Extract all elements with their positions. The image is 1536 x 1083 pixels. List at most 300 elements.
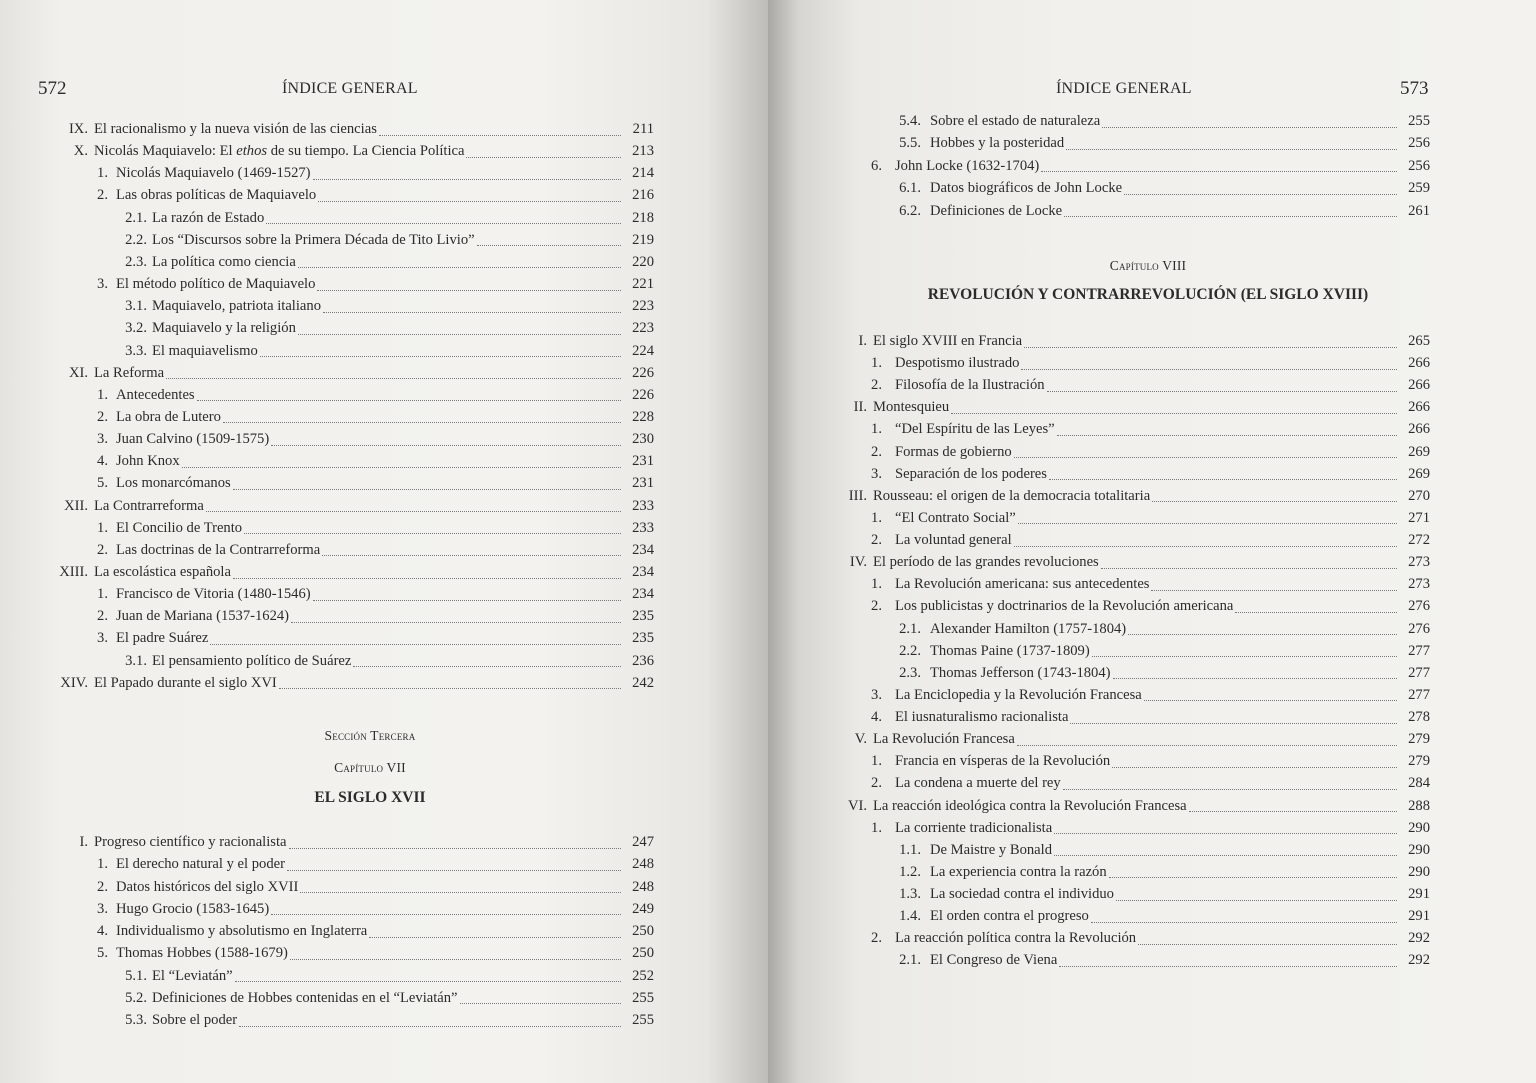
dot-leader [244, 519, 621, 534]
toc-entry [899, 177, 1430, 199]
toc-entry-title: Hugo Grocio (1583-1645) [116, 900, 270, 917]
toc-entry-page: 272 [1408, 532, 1430, 549]
toc-entry-title: Francia en vísperas de la Revolución [895, 753, 1111, 770]
toc-entry-number: 3. [871, 686, 882, 703]
toc-entry-title: Juan Calvino (1509-1575) [116, 431, 270, 448]
toc-entry-number: 1.2. [899, 863, 921, 880]
toc-entry [125, 251, 654, 273]
page-number: 572 [38, 78, 67, 99]
dot-leader [233, 475, 621, 490]
toc-entry-number: 1.1. [899, 841, 921, 858]
dot-leader [298, 253, 621, 268]
toc-entry-title: La corriente tradicionalista [895, 819, 1053, 836]
toc-entry [871, 750, 1430, 772]
toc-entry [871, 507, 1430, 529]
toc-entry-title: Las doctrinas de la Contrarreforma [116, 541, 321, 558]
toc-entry-page: 291 [1408, 908, 1430, 925]
toc-entry [97, 876, 654, 898]
toc-entry [125, 295, 654, 317]
toc-entry-title: La Revolución americana: sus antecedentes [895, 576, 1150, 593]
toc-entry-number: XI. [68, 364, 88, 381]
dot-leader [1112, 753, 1397, 768]
dot-leader [210, 630, 621, 645]
toc-entry-page: 277 [1408, 686, 1430, 703]
toc-entry-number: XIII. [59, 564, 88, 580]
dot-leader [1047, 377, 1397, 392]
toc-entry [899, 662, 1430, 684]
dot-leader [318, 187, 621, 202]
dot-leader [369, 923, 621, 938]
toc-entry-page: 228 [632, 408, 654, 425]
dot-leader [1101, 554, 1397, 569]
toc-entry-page: 236 [632, 652, 654, 669]
toc-entry-title: Thomas Jefferson (1743-1804) [930, 664, 1111, 681]
toc-entry-number: 2. [871, 598, 882, 615]
toc-entry [97, 450, 654, 472]
toc-entry-title: Maquiavelo y la religión [152, 320, 296, 337]
toc-entry-number: 2.1. [125, 209, 147, 226]
toc-entry-title: Definiciones de Locke [930, 202, 1063, 219]
toc-entry-page: 273 [1408, 576, 1430, 593]
toc-entry-page: 231 [632, 453, 654, 470]
toc-entry [847, 795, 1430, 817]
toc-entry-number: XIV. [60, 674, 88, 691]
dot-leader [1091, 908, 1397, 923]
toc-entry-page: 226 [632, 386, 654, 403]
dot-leader [290, 945, 621, 960]
toc-entry-title: Hobbes y la posteridad [930, 135, 1065, 152]
toc-entry-page: 291 [1408, 886, 1430, 902]
toc-entry-number: 3.1. [125, 652, 147, 669]
toc-entry-number: 6.2. [899, 202, 921, 219]
toc-entry [59, 561, 654, 583]
right-page [768, 0, 1536, 1083]
toc-entry-number: 4. [871, 709, 882, 726]
toc-entry [97, 184, 654, 206]
toc-entry [871, 706, 1430, 728]
toc-entry-page: 288 [1408, 797, 1430, 814]
toc-entry-title: El orden contra el progreso [930, 908, 1089, 925]
toc-entry-page: 292 [1408, 930, 1430, 947]
toc-entry [97, 920, 654, 942]
toc-entry-title: “Del Espíritu de las Leyes” [895, 421, 1055, 438]
toc-entry-page: 278 [1408, 709, 1430, 726]
toc-entry-title: Separación de los poderes [895, 465, 1047, 482]
toc-entry-number: 5.1. [125, 967, 147, 984]
toc-entry-page: 223 [632, 320, 654, 337]
toc-entry-number: 2.3. [899, 664, 921, 681]
toc-entry-title: Nicolás Maquiavelo (1469-1527) [116, 165, 311, 182]
dot-leader [271, 431, 621, 446]
toc-entry-page: 266 [1408, 399, 1430, 416]
dot-leader [1024, 333, 1397, 348]
toc-entry-page: 256 [1408, 157, 1430, 174]
toc-entry-number: 1. [97, 586, 108, 603]
page-number: 573 [1400, 78, 1429, 99]
toc-entry-title: La obra de Lutero [116, 408, 221, 425]
dot-leader [1092, 642, 1397, 657]
toc-entry [97, 627, 654, 649]
toc-entry-number: 1. [871, 753, 882, 770]
toc-entry-page: 220 [632, 253, 654, 270]
toc-entry-number: 5.2. [125, 989, 147, 1006]
toc-entry-number: 2. [97, 608, 108, 625]
toc-entry-title: Alexander Hamilton (1757-1804) [930, 620, 1127, 637]
dot-leader [289, 834, 622, 849]
toc-entry-title: La sociedad contra el individuo [930, 886, 1114, 902]
toc-entry-number: IV. [849, 554, 867, 571]
toc-entry-title: Rousseau: el origen de la democracia totalitaria [873, 487, 1151, 504]
toc-entry-title: La política como ciencia [152, 253, 296, 270]
toc-entry-number: I. [858, 333, 867, 349]
toc-entry [97, 898, 654, 920]
toc-entry-title: La voluntad general [895, 532, 1012, 549]
toc-entry-title: “El Contrato Social” [895, 509, 1016, 526]
toc-entry-page: 292 [1408, 952, 1430, 969]
toc-entry-page: 290 [1408, 841, 1430, 858]
toc-entry-number: 2. [871, 443, 882, 460]
toc-entry [97, 384, 654, 406]
toc-entry-page: 219 [632, 231, 654, 248]
toc-entry [125, 229, 654, 251]
toc-entry [871, 529, 1430, 551]
toc-entry-title: Nicolás Maquiavelo: El ethos de su tiempo. La Ciencia Política [94, 143, 465, 160]
toc-entry-page: 233 [632, 497, 654, 514]
toc-entry-page: 255 [1408, 113, 1430, 129]
dot-leader [287, 856, 621, 871]
dot-leader [1235, 598, 1397, 613]
toc-entry [871, 155, 1430, 177]
toc-entry-title: Montesquieu [873, 399, 950, 416]
toc-entry-title: Antecedentes [116, 386, 195, 403]
toc-entry-title: La escolástica española [94, 564, 231, 580]
dot-leader [1152, 487, 1397, 502]
toc-entry-number: III. [848, 487, 867, 504]
dot-leader [1014, 532, 1397, 547]
dot-leader [1049, 465, 1397, 480]
dot-leader [1189, 797, 1397, 812]
toc-entry [97, 162, 654, 184]
toc-entry-number: 2. [97, 408, 108, 425]
dot-leader [1064, 202, 1397, 217]
toc-entry-page: 235 [632, 630, 654, 647]
toc-entry-page: 269 [1408, 465, 1430, 482]
dot-leader [951, 399, 1397, 414]
toc-entry [97, 605, 654, 627]
toc-entry-title: Progreso científico y racionalista [94, 834, 287, 850]
toc-entry [848, 485, 1430, 507]
toc-entry-title: Los publicistas y doctrinarios de la Revolución americana [895, 598, 1234, 615]
toc-entry [97, 472, 654, 494]
toc-entry-number: 2. [871, 532, 882, 549]
dot-leader [1041, 157, 1397, 172]
chapter-label: Capítulo VIII [1109, 258, 1187, 273]
toc-entry-title: Filosofía de la Ilustración [895, 377, 1045, 394]
toc-entry [97, 539, 654, 561]
toc-entry [899, 618, 1430, 640]
toc-entry-number: 1. [871, 355, 882, 372]
toc-entry-number: 3. [871, 465, 882, 482]
toc-entry-page: 234 [632, 586, 654, 603]
dot-leader [1113, 664, 1398, 679]
dot-leader [223, 408, 621, 423]
toc-entry [64, 495, 654, 517]
toc-entry-page: 248 [632, 856, 654, 873]
toc-entry-page: 242 [632, 674, 654, 691]
dot-leader [1070, 709, 1397, 724]
toc-entry [899, 132, 1430, 154]
dot-leader [239, 1012, 621, 1027]
toc-entry-page: 271 [1408, 509, 1430, 526]
toc-entry-title: El derecho natural y el poder [116, 856, 285, 873]
toc-entry-number: 1. [871, 819, 882, 836]
toc-entry [871, 817, 1430, 839]
dot-leader [322, 541, 621, 556]
toc-entry-title: El período de las grandes revoluciones [873, 554, 1099, 571]
dot-leader [1059, 952, 1397, 967]
dot-leader [271, 900, 621, 915]
toc-entry-number: I. [79, 834, 88, 850]
toc-entry-number: II. [853, 399, 867, 416]
toc-entry [871, 418, 1430, 440]
toc-entry [97, 273, 654, 295]
toc-entry-number: 2. [871, 377, 882, 394]
toc-entry-title: Los monarcómanos [116, 475, 231, 492]
toc-entry-page: 279 [1408, 731, 1430, 748]
section-heading: Sección Tercera [324, 728, 416, 743]
toc-entry-number: 4. [97, 453, 108, 470]
dot-leader [1128, 620, 1397, 635]
toc-entry [871, 352, 1430, 374]
toc-entry-title: La Enciclopedia y la Revolución Francesa [895, 686, 1142, 703]
toc-entry-page: 252 [632, 967, 654, 984]
toc-entry-page: 273 [1408, 554, 1430, 571]
dot-leader [460, 989, 621, 1004]
dot-leader [1116, 886, 1397, 901]
toc-entry-number: 1. [97, 519, 108, 536]
dot-leader [291, 608, 621, 623]
toc-entry-title: El padre Suárez [116, 630, 209, 647]
toc-entry-title: El Concilio de Trento [116, 519, 243, 536]
toc-entry-number: 5.3. [125, 1012, 147, 1028]
dot-leader [1063, 775, 1397, 790]
toc-entry-page: 221 [632, 276, 654, 293]
toc-entry-number: 1. [871, 509, 882, 526]
toc-entry-page: 290 [1408, 863, 1430, 880]
toc-entry [858, 330, 1430, 352]
toc-entry [125, 650, 654, 672]
toc-entry-title: John Knox [116, 453, 180, 470]
toc-entry-number: V. [854, 731, 867, 748]
toc-entry-title: La Revolución Francesa [873, 731, 1015, 748]
toc-entry [125, 987, 654, 1009]
toc-entry-page: 266 [1408, 355, 1430, 372]
dot-leader [260, 342, 621, 357]
toc-entry-page: 255 [632, 989, 654, 1006]
toc-entry [871, 374, 1430, 396]
toc-entry-title: El Papado durante el siglo XVI [94, 674, 277, 691]
toc-entry-title: Individualismo y absolutismo en Inglaterra [116, 923, 368, 939]
toc-entry-page: 233 [632, 519, 654, 536]
toc-entry [899, 949, 1430, 971]
toc-entry-number: 1. [871, 576, 882, 593]
toc-entry-page: 255 [632, 1012, 654, 1028]
toc-entry-title: El maquiavelismo [152, 342, 258, 359]
toc-entry-page: 223 [632, 298, 654, 315]
toc-entry-number: 2. [97, 187, 108, 204]
toc-entry-number: 5. [97, 475, 108, 492]
toc-entry-number: 5. [97, 945, 108, 962]
toc-entry-title: El siglo XVIII en Francia [873, 333, 1023, 349]
running-head: ÍNDICE GENERAL [282, 80, 418, 97]
toc-entry-page: 256 [1408, 135, 1430, 152]
toc-entry-number: 2.2. [899, 642, 921, 659]
toc-entry-page: 216 [632, 187, 654, 204]
toc-entry-number: 1. [97, 386, 108, 403]
toc-entry-page: 211 [632, 121, 654, 137]
toc-entry-title: Maquiavelo, patriota italiano [152, 298, 321, 315]
toc-entry-number: 5.5. [899, 135, 921, 152]
toc-entry-number: 1. [871, 421, 882, 438]
toc-entry-page: 230 [632, 431, 654, 448]
toc-entry-page: 235 [632, 608, 654, 625]
toc-entry-title: La experiencia contra la razón [930, 863, 1107, 880]
dot-leader [300, 878, 621, 893]
toc-entry-page: 234 [632, 541, 654, 558]
toc-entry-page: 279 [1408, 753, 1430, 770]
dot-leader [1014, 443, 1397, 458]
dot-leader [1109, 863, 1397, 878]
toc-entry-number: VI. [847, 797, 867, 814]
toc-entry-page: 276 [1408, 620, 1430, 637]
toc-entry-title: John Locke (1632-1704) [895, 157, 1040, 174]
toc-entry-title: Datos biográficos de John Locke [930, 180, 1123, 197]
toc-entry [871, 684, 1430, 706]
toc-entry-page: 290 [1408, 819, 1430, 836]
toc-entry [899, 839, 1430, 861]
toc-entry-number: 5.4. [899, 113, 921, 129]
toc-entry-number: 6.1. [899, 180, 921, 197]
toc-entry [97, 428, 654, 450]
toc-entry-page: 247 [632, 834, 654, 850]
toc-entry-number: IX. [68, 121, 88, 137]
chapter-title: REVOLUCIÓN Y CONTRARREVOLUCIÓN (EL SIGLO XVIII) [927, 286, 1369, 303]
toc-entry-page: 249 [632, 900, 654, 917]
toc-entry [97, 406, 654, 428]
toc-entry-page: 214 [632, 165, 654, 182]
dot-leader [466, 143, 621, 158]
toc-entry [899, 905, 1430, 927]
toc-entry-title: Sobre el poder [152, 1012, 238, 1028]
dot-leader [279, 674, 621, 689]
dot-leader [298, 320, 621, 335]
toc-entry-number: 2.3. [125, 253, 147, 270]
toc-entry-title: Formas de gobierno [895, 443, 1012, 460]
dot-leader [477, 231, 621, 246]
toc-entry-page: 265 [1408, 333, 1430, 349]
toc-entry [97, 583, 654, 605]
toc-entry [125, 965, 654, 987]
dot-leader [1017, 731, 1397, 746]
dot-leader [197, 386, 621, 401]
toc-entry-page: 284 [1408, 775, 1430, 792]
toc-entry-number: 3. [97, 431, 108, 448]
toc-entry-title: El Congreso de Viena [930, 952, 1058, 969]
toc-entry [899, 200, 1430, 222]
toc-entry-page: 250 [632, 945, 654, 962]
toc-entry-page: 248 [632, 878, 654, 895]
toc-entry [854, 728, 1430, 750]
toc-entry-page: 277 [1408, 642, 1430, 659]
toc-entry-number: 1.4. [899, 908, 921, 925]
chapter-label: Capítulo VII [334, 760, 406, 775]
toc-entry-page: 276 [1408, 598, 1430, 615]
toc-entry-number: 4. [97, 923, 108, 939]
dot-leader [235, 967, 621, 982]
toc-entry-title: Sobre el estado de naturaleza [930, 113, 1101, 129]
dot-leader [233, 564, 621, 579]
toc-entry-page: 250 [632, 923, 654, 939]
dot-leader [317, 276, 621, 291]
toc-entry [125, 317, 654, 339]
toc-entry-page: 261 [1408, 202, 1430, 219]
dot-leader [1021, 355, 1397, 370]
toc-entry-number: 3. [97, 630, 108, 647]
toc-entry-page: 270 [1408, 487, 1430, 504]
toc-entry-number: 1. [97, 165, 108, 182]
toc-entry-page: 266 [1408, 377, 1430, 394]
toc-entry [899, 883, 1430, 905]
toc-entry-number: 6. [871, 157, 882, 174]
toc-entry-title: Francisco de Vitoria (1480-1546) [116, 586, 311, 603]
toc-entry-number: 2.1. [899, 952, 921, 969]
toc-entry-number: 2. [871, 775, 882, 792]
toc-entry-number: 2. [97, 878, 108, 895]
toc-entry-page: 269 [1408, 443, 1430, 460]
dot-leader [313, 165, 621, 180]
toc-entry-number: 2.1. [899, 620, 921, 637]
dot-leader [379, 121, 621, 136]
dot-leader [313, 586, 621, 601]
toc-entry [871, 927, 1430, 949]
toc-entry [68, 118, 654, 140]
toc-entry-title: Los “Discursos sobre la Primera Década de Tito Livio” [152, 231, 475, 248]
toc-entry [97, 853, 654, 875]
dot-leader [182, 453, 621, 468]
toc-entry-title: El “Leviatán” [152, 967, 233, 984]
dot-leader [266, 209, 621, 224]
dot-leader [1124, 180, 1397, 195]
toc-entry-number: 3. [97, 276, 108, 293]
dot-leader [1054, 841, 1397, 856]
toc-entry [871, 441, 1430, 463]
toc-entry-number: 3.3. [125, 342, 147, 359]
dot-leader [1151, 576, 1397, 591]
toc-entry-title: El racionalismo y la nueva visión de las ciencias [94, 121, 377, 137]
toc-entry-page: 226 [632, 364, 654, 381]
dot-leader [1057, 421, 1397, 436]
toc-entry [97, 942, 654, 964]
toc-entry-title: Despotismo ilustrado [895, 355, 1020, 372]
toc-entry-page: 213 [632, 143, 654, 160]
dot-leader [353, 652, 621, 667]
dot-leader [1138, 930, 1397, 945]
toc-entry [853, 396, 1430, 418]
toc-entry [125, 340, 654, 362]
toc-entry-title: Definiciones de Hobbes contenidas en el “Leviatán” [152, 989, 458, 1006]
toc-entry-title: Thomas Paine (1737-1809) [930, 642, 1090, 659]
toc-entry [79, 831, 654, 853]
